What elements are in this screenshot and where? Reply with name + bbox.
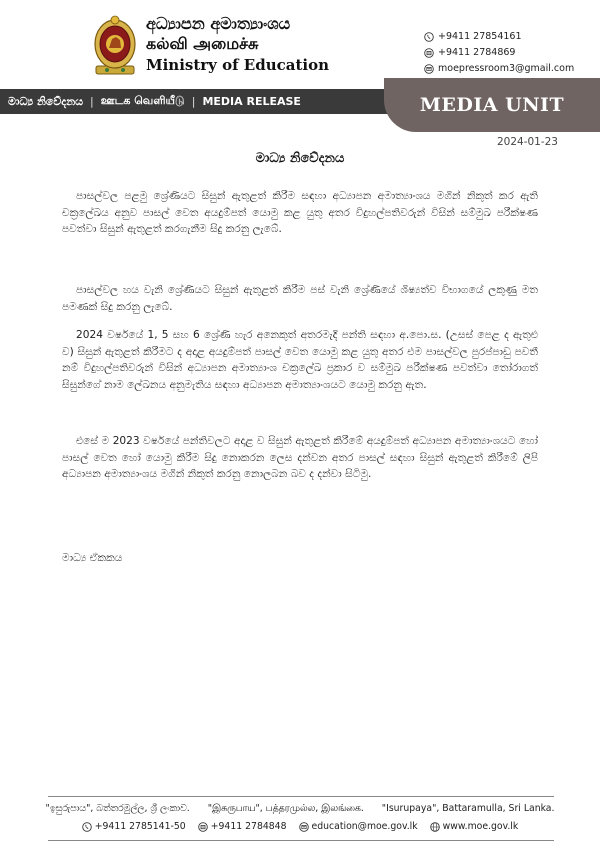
header-phone <box>424 30 574 43</box>
sri-lanka-emblem-icon <box>92 14 138 76</box>
ministry-name-tamil: கல்வி அமைச்சு <box>146 34 259 53</box>
header-fax <box>424 46 574 59</box>
document-title: මාධ්‍ය නිවේදනය <box>255 151 345 166</box>
footer-address <box>0 803 600 815</box>
phone-icon <box>424 32 434 42</box>
footer-divider-top <box>48 796 554 797</box>
footer-web[interactable] <box>430 821 519 832</box>
footer-phone <box>82 821 186 832</box>
paragraph-1: පාසල්වල පළමු ශ්‍රේණියට සිසුන් ඇතුළත් කිරීම සඳහා අධ්‍යාපන අමාත්‍යාංශය මගින් නිකුත් කර ඇති චක්‍රලේඛය අනුව පාසල් වෙත අයදුම්පත් යොමු කළ යුතු අතර විදුහල්පතිවරුන් විසින් සම්මුඛ පරීක්ෂණ පවත්වා සිසුන් ඇතුළත් කරගැනීම සිදු කරනු ලැබේ. <box>62 190 538 235</box>
footer-phone-text: +9411 2785141-50 <box>94 821 186 832</box>
header-email-text[interactable]: moepressroom3@gmail.com <box>438 63 575 74</box>
footer-contacts <box>0 821 600 832</box>
footer-fax <box>198 821 287 832</box>
fax-icon <box>424 48 434 58</box>
paragraph-3: 2024 වර්ෂයේ 1, 5 සහ 6 ශ්‍රේණි හැර අනෙකුත් අතරමැදි පන්ති සඳහා අ.පො.ස. (උසස් පෙළ ද ඇතුළු ව) සිසුන් ඇතුළත් කිරීමට ද අදාළ අයදුම්පත් පාසල් වෙත යොමු කළ යුතු අතර එම පාසල්වල පුරප්පාඩු පවතී නම් විදුහල්පතිවරුන් විසින් අධ්‍යාපන අමාත්‍යාංශ චක්‍රලේඛ ප්‍රකාර ව සම්මුඛ පරීක්ෂණ පවත්වා තෝරාගත් සිසුන්ගේ නාම ලේඛනය අනුමැතිය සඳහා අධ්‍යාපන අමාත්‍යාංශයට යොමු කරනු ඇත. <box>62 329 538 391</box>
footer-email[interactable] <box>299 821 418 832</box>
banner-label-tamil: ஊடக வெளியீடு <box>100 94 185 107</box>
release-date: 2024-01-23 <box>496 136 558 148</box>
paragraph-2: පාසල්වල හය වැනි ශ්‍රේණියට සිසුන් ඇතුළත් කිරීම පස් වැනි ශ්‍රේණියේ ශිෂ්‍යත්ව විභාගයේ ලකුණු මත පමණක් සිදු කරනු ලැබේ. <box>62 284 538 313</box>
header-phone-text: +9411 27854161 <box>438 31 522 42</box>
header-fax-text: +9411 2784869 <box>438 47 516 58</box>
footer-address-english: "Isurupaya", Battaramulla, Sri Lanka. <box>381 803 555 814</box>
signature: මාධ්‍ය ඒකකය <box>62 552 123 564</box>
email-icon <box>424 64 434 74</box>
media-unit-tab: MEDIA UNIT <box>384 78 600 132</box>
email-icon <box>299 822 309 832</box>
ministry-name-sinhala: අධ්‍යාපන අමාත්‍යාංශය <box>146 14 291 33</box>
phone-icon <box>82 822 92 832</box>
footer-address-tamil: "இசுருபாய", பத்தரமுல்ல, இலங்கை. <box>207 803 364 814</box>
web-icon <box>430 822 440 832</box>
header-email[interactable] <box>424 62 574 75</box>
footer-address-sinhala: "ඉසුරුපාය", බත්තරමුල්ල, ශ්‍රී ලංකාව. <box>45 803 190 814</box>
footer-email-text[interactable]: education@moe.gov.lk <box>311 821 418 832</box>
banner-separator-1: | <box>90 95 94 108</box>
fax-icon <box>198 822 208 832</box>
banner-label-english: MEDIA RELEASE <box>202 95 301 108</box>
banner-label-sinhala: මාධ්‍ය නිවේදනය <box>8 94 84 108</box>
header-contacts <box>424 30 574 78</box>
paragraph-4: එසේ ම 2023 වර්ෂයේ පන්තිවලට අදාළ ව සිසුන් ඇතුළත් කිරීමේ අයදුම්පත් අධ්‍යාපන අමාත්‍යාංශයට හෝ පාසල් වෙත හෝ යොමු කිරීම සිදු නොකරන ලෙස දන්වන අතර පාසල් සඳහා සිසුන් ඇතුළත් කිරීමේ ලිපි අධ්‍යාපන අමාත්‍යාංශය මගින් නිකුත් කරනු නොලබන බව ද දන්වා සිටිමු. <box>62 435 538 480</box>
footer-divider-bottom <box>48 840 554 841</box>
banner-separator-2: | <box>191 95 196 108</box>
footer-web-text[interactable]: www.moe.gov.lk <box>442 821 519 832</box>
ministry-name-english: Ministry of Education <box>146 56 330 74</box>
footer-fax-text: +9411 2784848 <box>210 821 287 832</box>
